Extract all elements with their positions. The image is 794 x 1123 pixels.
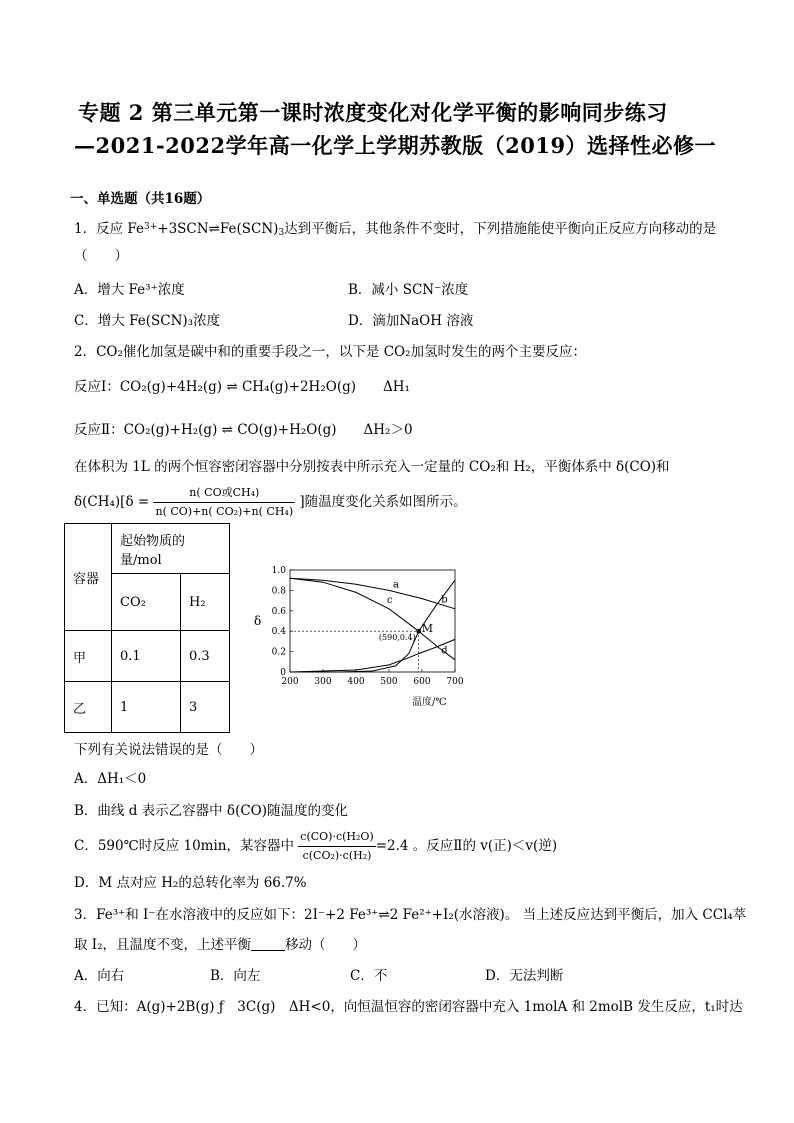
table-header-start: 起始物质的量/mol	[112, 524, 230, 574]
series-label-b: b	[441, 594, 448, 606]
series-label-a: a	[393, 579, 399, 591]
table-cell-co2: 0.1	[112, 631, 181, 682]
point-m-coord: (590,0.4)	[378, 633, 416, 643]
y-tick-label: 0.6	[271, 606, 286, 617]
series-line-a	[290, 578, 455, 609]
point-m-marker	[416, 629, 421, 634]
q2-option-b[interactable]: B．曲线 d 表示乙容器中 δ(CO)随温度的变化	[74, 803, 348, 819]
q2-ask: 下列有关说法错误的是（ ）	[74, 742, 263, 758]
q2-description-1: 在体积为 1L 的两个恒容密闭容器中分别按表中所示充入一定量的 CO₂和 H₂，平衡体系中 δ(CO)和	[74, 459, 670, 475]
y-tick-label: 0.2	[271, 647, 286, 658]
x-tick-label: 500	[380, 677, 398, 687]
table-cell-co2: 1	[112, 682, 181, 733]
point-m-label: M	[421, 622, 433, 636]
y-tick-label: 0.8	[271, 586, 286, 597]
q3-stem-line1: 3．Fe³⁺和 I⁻在水溶液中的反应如下：2I⁻+2 Fe³⁺⇌2 Fe²⁺+I₂(水溶液)。 当上述反应达到平衡后，加入 CCl₄萃	[74, 907, 747, 923]
y-tick-label: 1.0	[271, 566, 286, 576]
table-header-container: 容器	[65, 524, 112, 631]
table-cell-h2: 3	[181, 682, 230, 733]
table-row	[65, 631, 230, 682]
q2-stem: 2．CO₂催化加氢是碳中和的重要手段之一，以下是 CO₂加氢时发生的两个主要反应：	[74, 344, 586, 360]
table-header-co2: CO₂	[112, 574, 181, 631]
q1-option-d[interactable]: D．滴加NaOH 溶液	[348, 313, 474, 329]
series-line-d	[290, 639, 455, 672]
equilibrium-arrow-icon: ⇌	[208, 221, 220, 237]
q3-option-d[interactable]: D．无法判断	[485, 968, 564, 984]
q1-option-c[interactable]: C．增大 Fe(SCN)₃浓度	[74, 313, 221, 329]
y-axis-label: δ	[254, 614, 262, 628]
doc-title-line2: —2021-2022学年高一化学上学期苏教版（2019）选择性必修一	[74, 133, 717, 158]
q3-option-c[interactable]: C．不	[350, 968, 388, 984]
q2-reaction-2: 反应Ⅱ：CO₂(g)+H₂(g) ⇌ CO(g)+H₂O(g) ΔH₂＞0	[74, 422, 413, 438]
table-cell-container: 乙	[65, 682, 112, 733]
q1-option-b[interactable]: B．减小 SCN⁻浓度	[348, 282, 469, 298]
q1-option-a[interactable]: A．增大 Fe³⁺浓度	[74, 282, 185, 298]
q2-reaction-1: 反应Ⅰ：CO₂(g)+4H₂(g) ⇌ CH₄(g)+2H₂O(g) ΔH₁	[74, 379, 410, 395]
delta-temperature-chart	[250, 560, 470, 710]
x-tick-label: 300	[314, 677, 332, 687]
delta-fraction: $\frac{\text{n( CO或CH₄)}}{\text{n( CO)+n( CO₂)+n( CH₄)}}$	[155, 486, 294, 518]
q3-stem-line2: 取 I₂，且温度不变，上述平衡 移动（ ）	[74, 937, 367, 953]
q1-paren: （ ）	[74, 248, 128, 264]
q4-stem: 4．已知：A(g)+2B(g) ƒ 3C(g) ΔH<0，向恒温恒容的密闭容器中充入 1molA 和 2molB 发生反应，t₁时达	[74, 999, 743, 1015]
starting-amount-table	[64, 523, 230, 733]
q2-description-2: δ(CH₄)[δ = $\frac{\text{n( CO或CH₄)}}{\text{n( CO)+n( CO₂)+n( CH₄)}}$ ]随温度变化关系如图所示。	[74, 484, 467, 521]
table-cell-container: 甲	[65, 631, 112, 682]
table-cell-h2: 0.3	[181, 631, 230, 682]
doc-title-line1: 专题 2 第三单元第一课时浓度变化对化学平衡的影响同步练习	[78, 100, 668, 125]
y-tick-label: 0.4	[271, 627, 286, 638]
y-tick-label: 0	[280, 668, 286, 678]
table-row	[65, 682, 230, 733]
q1-stem: 1．反应 $Fe^{3+}+3SCN\rightleftharpoons Fe(SCN)_3$达到平衡后，其他条件不变时，下列措施能使平衡向正反应方向移动的是	[74, 221, 717, 238]
table-header-h2: H₂	[181, 574, 230, 631]
x-tick-label: 200	[281, 677, 299, 687]
x-tick-label: 400	[347, 677, 365, 687]
answer-blank	[251, 937, 285, 951]
q2-option-a[interactable]: A．ΔH₁＜0	[74, 771, 147, 787]
x-axis-label: 温度/℃	[412, 697, 447, 708]
plot-frame	[290, 570, 455, 672]
q3-option-b[interactable]: B．向左	[210, 968, 261, 984]
q2-option-d[interactable]: D．M 点对应 H₂的总转化率为 66.7%	[74, 875, 307, 891]
section-heading: 一、单选题（共16题）	[70, 191, 211, 207]
x-tick-label: 700	[446, 677, 464, 687]
q3-option-a[interactable]: A．向右	[74, 968, 125, 984]
x-tick-label: 600	[413, 677, 431, 687]
series-label-c: c	[387, 594, 393, 606]
series-label-d: d	[441, 645, 448, 657]
series-line-c	[290, 578, 455, 660]
concentration-fraction: $\frac{\text{c(CO)·c(H₂O)}}{\text{c(CO₂)·c(H₂)}}$	[300, 830, 374, 862]
q2-option-c[interactable]: C．590℃时反应 10min，某容器中 $\frac{\text{c(CO)·c(H₂O)}}{\text{c(CO₂)·c(H₂)}}$ =2.4 。反应Ⅱ的 v(正)＜v(逆)	[74, 828, 557, 865]
